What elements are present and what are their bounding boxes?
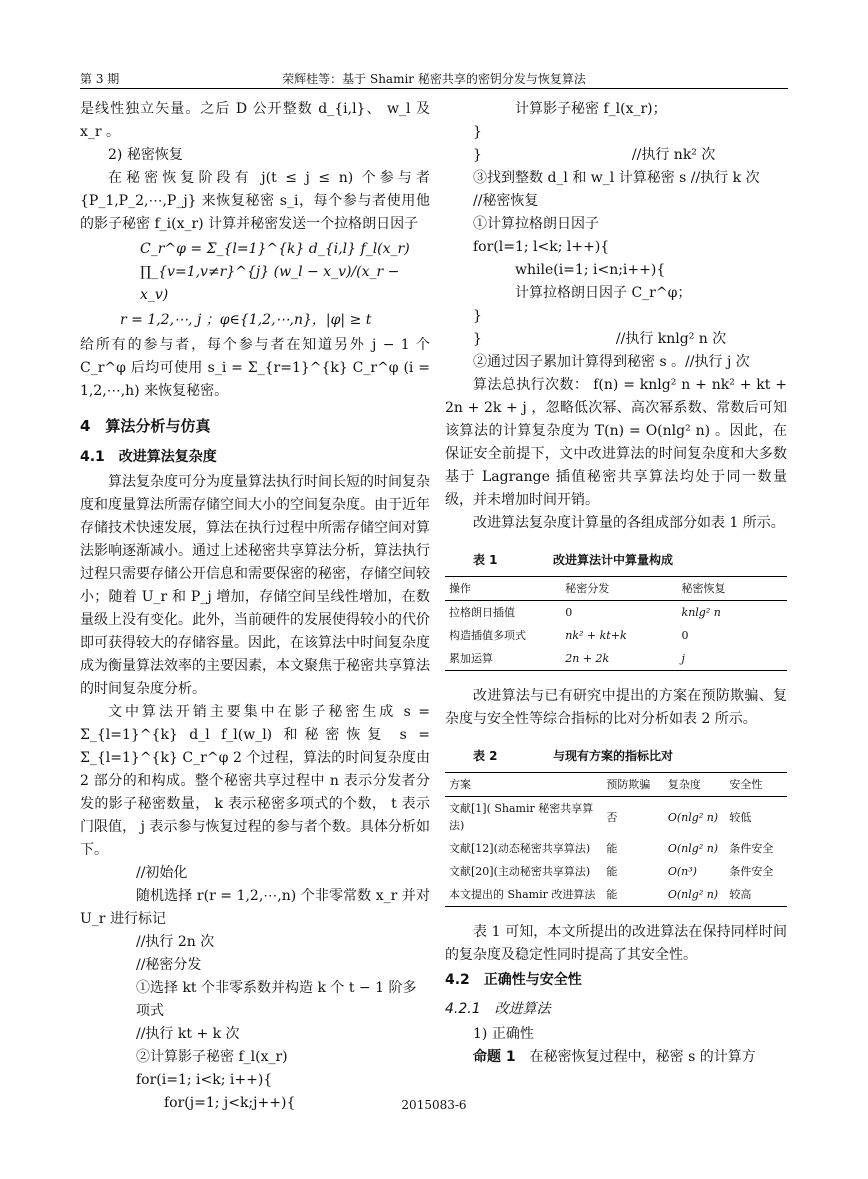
code-line: for(j=1; j<k;j++){ — [164, 1095, 296, 1111]
paragraph: 表 1 可知，本文所提出的改进算法在保持同样时间的复杂度及稳定性同时提高了其安全性。 — [445, 924, 787, 963]
equation: r = 1,2,⋯, j ；φ∈{1,2,⋯,n}，|φ| ≥ t — [120, 312, 372, 328]
table-row: 文献[1]( Shamir 秘密共享算法) 否 O(nlg² n) 较低 — [449, 802, 752, 832]
table-2 — [445, 772, 787, 907]
paragraph: 在秘密恢复阶段有 j(t ≤ j ≤ n) 个参与者 {P_1,P_2,⋯,P_j} 来恢复秘密 s_i，每个参与者使用他的影子秘密 f_i(x_r) 计算并秘密发送一个拉格朗日因子 — [80, 170, 430, 232]
code-comment: //执行 2n 次 — [136, 934, 215, 950]
paragraph: 文中算法开销主要集中在影子秘密生成 s = Σ_{l=1}^{k} d_l f_l(w_l) 和秘密恢复 s = Σ_{l=1}^{k} C_r^φ 2 个过程，算法的时间复杂度由 2 部分的和构成。整个秘密共享过程中 n 表示分发者分发的影子秘密数量， k 表示秘密多项式的个数， t 表示门限值， j 表示参与恢复过程的参与者个数。具体分析如下。 — [80, 704, 430, 858]
subsection-label: 2) 秘密恢复 — [108, 147, 183, 163]
code-comment: //秘密恢复 — [473, 193, 539, 209]
table-row: 本文提出的 Shamir 改进算法 能 O(nlg² n) 较高 — [445, 883, 787, 907]
table-row: 文献[20](主动秘密共享算法) 能 O(n³) 条件安全 — [449, 865, 774, 878]
issue-number: 第 3 期 — [80, 72, 120, 86]
code-line: ①选择 kt 个非零系数并构造 k 个 t − 1 阶多项式 — [136, 980, 417, 1019]
code-line: } //执行 knlg² n 次 — [473, 331, 727, 347]
table-row: 累加运算 2n + 2k j — [445, 647, 787, 671]
paragraph: 改进算法复杂度计算量的各组成部分如表 1 所示。 — [473, 515, 785, 531]
running-title: 荣辉桂等：基于 Shamir 秘密共享的密钥分发与恢复算法 — [282, 72, 586, 86]
paragraph: 改进算法与已有研究中提出的方案在预防欺骗、复杂度与安全性等综合指标的比对分析如表 2 所示。 — [445, 688, 787, 727]
code-line: for(l=1; l<k; l++){ — [473, 239, 610, 255]
code-line: ②计算影子秘密 f_l(x_r) — [136, 1049, 288, 1065]
subsection-label: 1) 正确性 — [473, 1026, 534, 1042]
paragraph: 给所有的参与者，每个参与者在知道另外 j − 1 个 C_r^φ 后均可使用 s_i = Σ_{r=1}^{k} C_r^φ (i = 1,2,⋯,h) 来恢复秘密。 — [80, 337, 430, 399]
paragraph: 是线性独立矢量。之后 D 公开整数 d_{i,l}、 w_l 及 x_r 。 — [80, 101, 430, 140]
table-1 — [445, 576, 787, 671]
left-column — [80, 98, 430, 1115]
code-line: } — [473, 124, 482, 140]
table-caption: 表 1 改进算法计中算量构成 — [473, 553, 674, 567]
table-row: 文献[12](动态秘密共享算法) 能 O(nlg² n) 条件安全 — [449, 842, 774, 855]
code-line: for(i=1; i<k; i++){ — [136, 1072, 273, 1088]
code-comment: //初始化 — [136, 865, 188, 881]
page-footer: 2015083-6 — [401, 1098, 467, 1112]
subsection-heading: 4.1 改进算法复杂度 — [80, 449, 217, 465]
code-line: } //执行 nk² 次 — [473, 147, 716, 163]
code-line: ①计算拉格朗日因子 — [473, 216, 599, 232]
table-header-row: 方案 预防欺骗 复杂度 安全性 — [445, 773, 787, 797]
code-line: } — [473, 308, 482, 324]
proposition: 命题 1 在秘密恢复过程中，秘密 s 的计算方 — [473, 1049, 756, 1065]
running-header — [80, 70, 788, 90]
section-heading: 4 算法分析与仿真 — [80, 417, 211, 435]
code-line: 随机选择 r(r = 1,2,⋯,n) 个非零常数 x_r 并对 U_r 进行标记 — [80, 888, 430, 927]
code-comment: //秘密分发 — [136, 957, 202, 973]
table-row: 构造插值多项式 nk² + kt+k 0 — [449, 629, 689, 642]
table-caption: 表 2 与现有方案的指标比对 — [473, 749, 674, 763]
paragraph: 算法复杂度可分为度量算法执行时间长短的时间复杂度和度量算法所需存储空间大小的空间复杂度。由于近年存储技术快速发展，算法在执行过程中所需存储空间对算法影响逐渐减小。通过上述秘密共享算法分析，算法执行过程只需要存储公开信息和需要保密的秘密，存储空间较小；随着 U_r 和 P_j 增加，存储空间呈线性增加，在数量级上没有变化。此外，当前硬件的发展使得较小的代价即可获得较大的存储容量。因此，在该算法中时间复杂度成为衡量算法效率的主要因素，本文聚焦于秘密共享算法的时间复杂度分析。 — [80, 474, 430, 697]
code-line: while(i=1; i<n;i++){ — [515, 262, 666, 278]
code-line: 计算影子秘密 f_l(x_r)； — [515, 101, 667, 117]
subsection-heading: 4.2 正确性与安全性 — [445, 972, 582, 988]
right-column — [445, 98, 787, 1069]
equation: C_r^φ = Σ_{l=1}^{k} d_{i,l} f_l(x_r) ∏_{v=1,v≠r}^{j} (w_l − x_v)/(x_r − x_v) — [140, 241, 410, 303]
table-row: 拉格朗日插值 0 knlg² n — [449, 606, 721, 619]
paragraph: 算法总执行次数： f(n) = knlg² n + nk² + kt + 2n + 2k + j ，忽略低次幂、高次幂系数、常数后可知该算法的计算复杂度为 T(n) = O(nlg² n) 。因此，在保证安全前提下，文中改进算法的时间复杂度和大多数基于 Lagrange 插值秘密共享算法均处于同一数量级，并未增加时间开销。 — [445, 377, 787, 508]
code-line: 计算拉格朗日因子 C_r^φ； — [515, 285, 692, 301]
table-header-row: 操作 秘密分发 秘密恢复 — [445, 577, 787, 601]
code-comment: //执行 kt + k 次 — [136, 1026, 240, 1042]
header-rule — [80, 88, 788, 89]
code-line: ③找到整数 d_l 和 w_l 计算秘密 s //执行 k 次 — [473, 170, 760, 186]
code-line: ②通过因子累加计算得到秘密 s 。//执行 j 次 — [473, 354, 750, 370]
subsubsection-heading: 4.2.1 改进算法 — [445, 1001, 551, 1017]
